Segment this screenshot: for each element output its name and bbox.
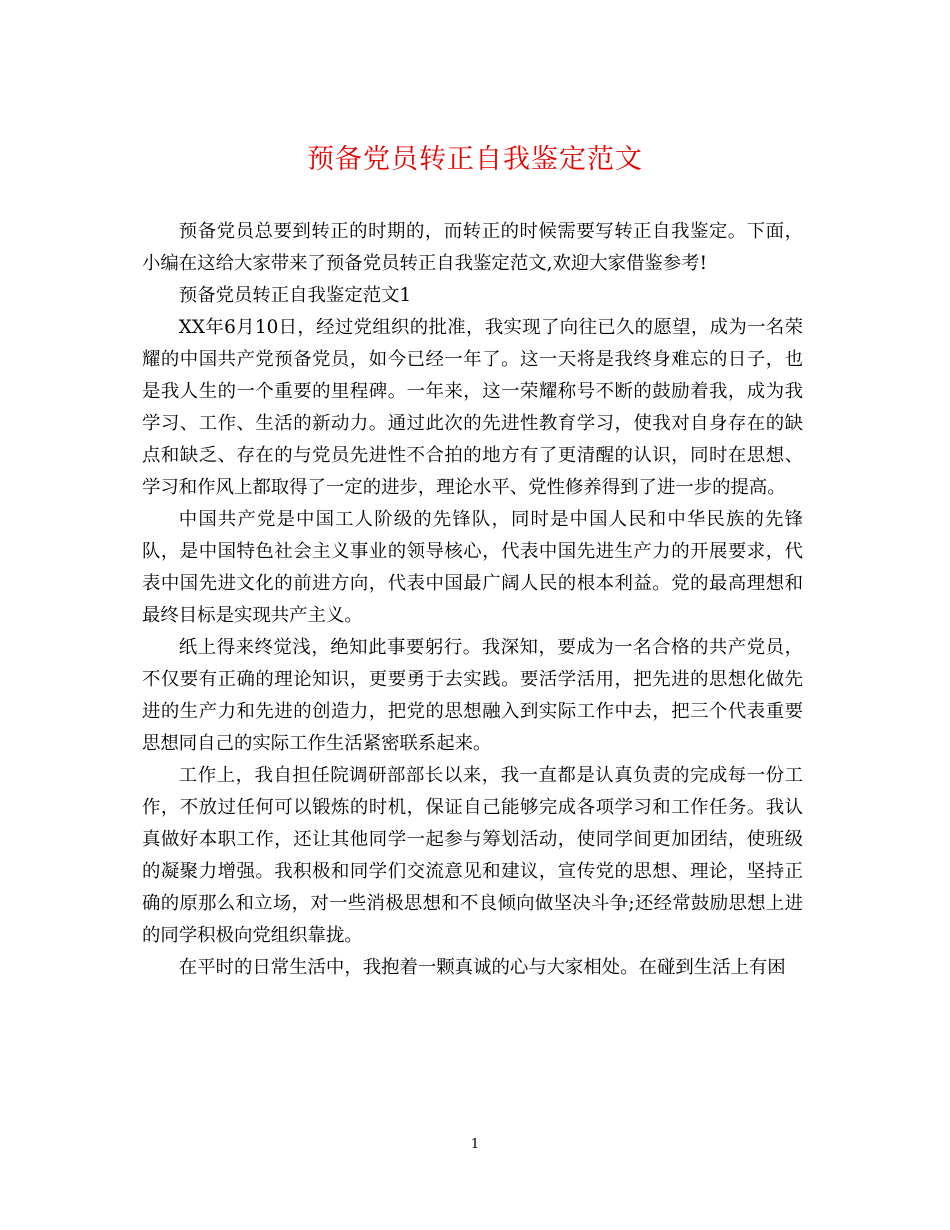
body-paragraph: XX年6月10日，经过党组织的批准，我实现了向往已久的愿望，成为一名荣耀的中国共产党预备党员，如今已经一年了。这一天将是我终身难忘的日子，也是我人生的一个重要的里程碑。一年来，这一荣耀称号不断的鼓励着我，成为我学习、工作、生活的新动力。通过此次的先进性教育学习，使我对自身存在的缺点和缺乏、存在的与党员先进性不合拍的地方有了更清醒的认识，同时在思想、学习和作风上都取得了一定的进步，理论水平、党性修养得到了进一步的提高。 [142,317,803,498]
document-body [142,216,803,984]
document-title: 预备党员转正自我鉴定范文 [307,144,643,175]
body-paragraph: 在平时的日常生活中，我抱着一颗真诚的心与大家相处。在碰到生活上有困 [178,957,786,978]
intro-paragraph: 预备党员总要到转正的时期的，而转正的时候需要写转正自我鉴定。下面，小编在这给大家带来了预备党员转正自我鉴定范文,欢迎大家借鉴参考! [142,221,803,274]
section-heading: 预备党员转正自我鉴定范文1 [178,285,412,306]
body-paragraph: 中国共产党是中国工人阶级的先锋队，同时是中国人民和中华民族的先锋队，是中国特色社会主义事业的领导核心，代表中国先进生产力的开展要求，代表中国先进文化的前进方向，代表中国最广阔人民的根本利益。党的最高理想和最终目标是实现共产主义。 [142,509,803,626]
page-number: 1 [470,1137,480,1152]
body-paragraph: 纸上得来终觉浅，绝知此事要躬行。我深知，要成为一名合格的共产党员，不仅要有正确的理论知识，更要勇于去实践。要活学活用，把先进的思想化做先进的生产力和先进的创造力，把党的思想融入到实际工作中去，把三个代表重要思想同自己的实际工作生活紧密联系起来。 [142,637,803,754]
body-paragraph: 工作上，我自担任院调研部部长以来，我一直都是认真负责的完成每一份工作，不放过任何可以锻炼的时机，保证自己能够完成各项学习和工作任务。我认真做好本职工作，还让其他同学一起参与筹划活动，使同学间更加团结，使班级的凝聚力增强。我积极和同学们交流意见和建议，宣传党的思想、理论，坚持正确的原那么和立场，对一些消极思想和不良倾向做坚决斗争;还经常鼓励思想上进的同学积极向党组织靠拢。 [142,765,803,946]
